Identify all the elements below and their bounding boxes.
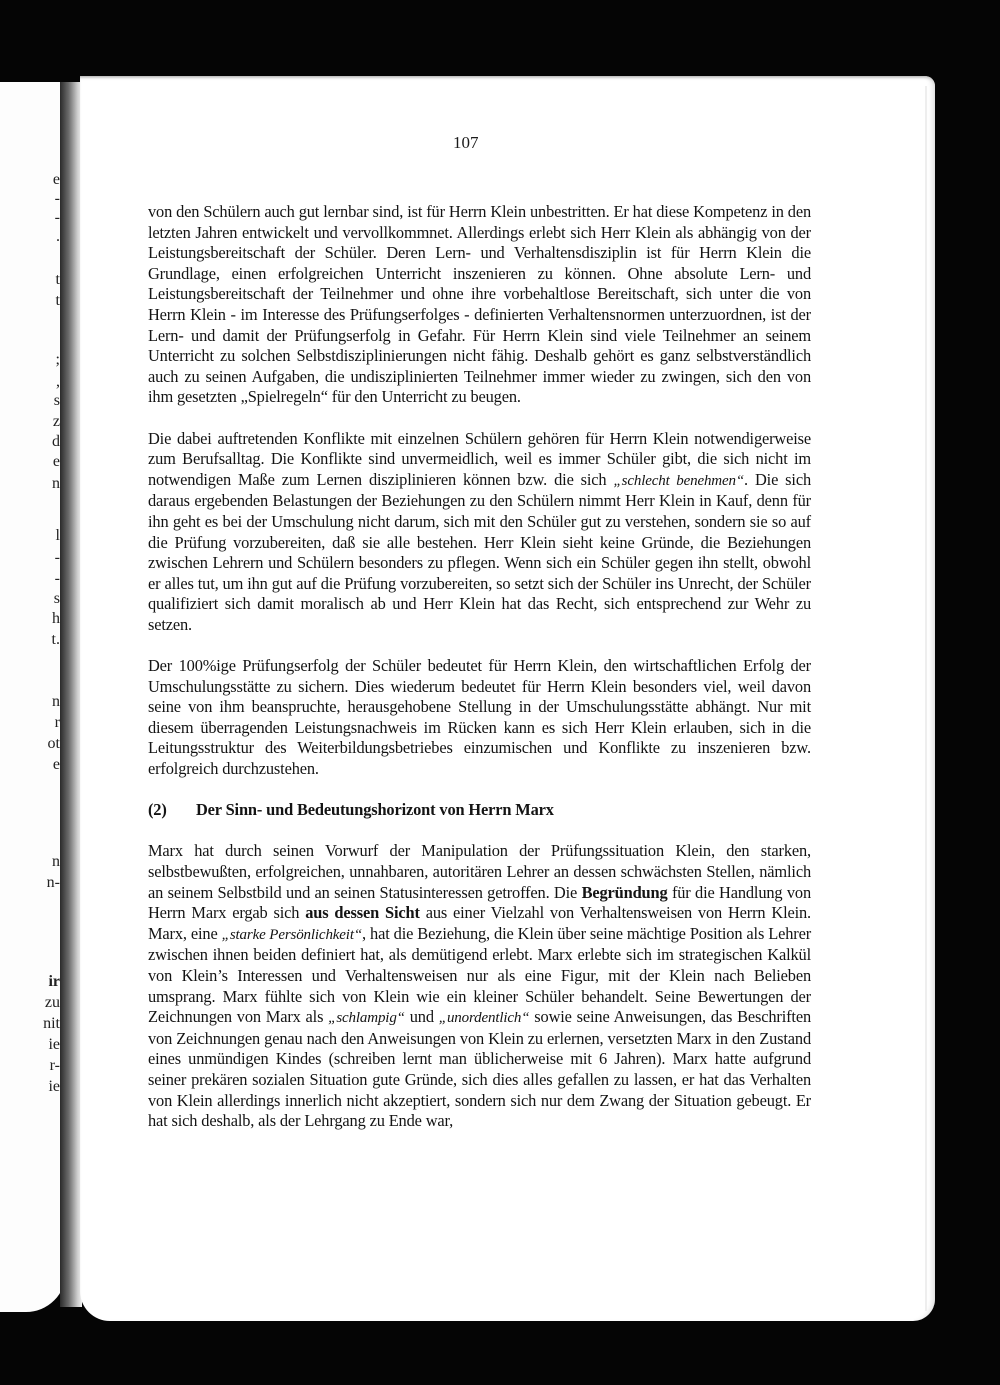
bold-term: Begründung [581, 882, 668, 902]
text-run: und [404, 1007, 439, 1027]
left-page-text-fragment: ; [55, 351, 60, 368]
emphasis-quote: „starke Persönlichkeit“ [221, 926, 363, 943]
text-run: . Die sich daraus ergebenden Belastungen der Beziehungen zu den Schülern nimmt Herr Klein in Kauf, denn für ihn geht es bei der Umschulung nicht darum, sich mit den Schüler gut zu verstehen, sondern sie so auf die Prüfung vorzubereiten, daß sie alle bestehen. Herr Klein sieht keine Gründe, die Beziehungen zwischen Lehrern und Schülern besonders zu pflegen. Wenn sich ein Schüler gegen ihn stellt, obwohl er alles tut, um ihn gut auf die Prüfung vorzubereiten, so setzt sich der Schüler ins Unrecht, der Schüler qualifiziert sich damit moralisch ab und Herr Klein hat das Recht, sich entsprechend zur Wehr zu setzen. [148, 469, 811, 634]
left-page-text-fragment: n [52, 693, 60, 710]
left-page-text-fragment: e [52, 453, 60, 470]
left-page-text-fragment: , [56, 373, 60, 390]
paragraph-1 [148, 202, 811, 408]
left-page-text-fragment: ot [47, 735, 60, 752]
left-facing-page [0, 82, 66, 1312]
page-body [148, 202, 811, 1152]
left-page-text-fragment: ir [48, 973, 60, 990]
left-page-text-fragment: d [52, 433, 60, 450]
left-page-text-fragment: . [56, 228, 60, 245]
left-page-text-fragment: n [52, 853, 60, 870]
left-page-text-fragment: zu [44, 994, 60, 1011]
paragraph-3 [148, 656, 811, 780]
left-page-text-fragment: - [54, 209, 60, 226]
left-page-text-fragment: - [54, 549, 60, 566]
emphasis-quote: „schlampig“ [328, 1010, 405, 1027]
left-page-text-fragment: s [53, 590, 60, 607]
text-run: Marx hat durch seinen Vorwurf der Manipulation der Prüfungssituation Klein, den starken, selbstbewußten, erfolgreichen, unnahbaren, autoritären Lehrer an dessen schwächsten Stellen, nämlich an seinem Selbstbild und an seinen Statusinteressen getroffen. Die [148, 841, 811, 902]
emphasis-quote: „schlecht benehmen“ [613, 472, 745, 489]
left-page-text-fragment: s [53, 392, 60, 409]
left-page-text-fragment: ie [48, 1078, 60, 1095]
emphasis-quote: „unordentlich“ [438, 1010, 530, 1027]
left-page-text-fragment: - [54, 570, 60, 587]
left-page-text-fragment: t [55, 271, 60, 288]
text-run: aus einer Vielzahl von Verhaltensweisen von Herrn Klein. Marx, eine [148, 903, 811, 943]
text-run: von den Schülern auch gut lernbar sind, ist für Herrn Klein unbestritten. Er hat diese Kompetenz in den letzten Jahren entwickelt und vervollkommnet. Allerdings erlebt sich Herr Klein als abhängig von der Leistungsbereitschaft der Schüler. Deren Lern- und Verhaltensdisziplin ist für Herrn Klein die Grundlage, einen erfolgreichen Unterricht inszenieren zu können. Ohne absolute Lern- und Leistungsbereitschaft der Teilnehmer und ohne ihre vorbehaltlose Bereitschaft, sich unter die von Herrn Klein - im Interesse des Prüfungserfolges - definierten Verhaltensnormen unterzuordnen, ist der Lern- und damit der Prüfungserfolg in Gefahr. Für Herrn Klein sind viele Teilnehmer an seinem Unterricht zu solchen Selbstdisziplinierungen nicht fähig. Deshalb gehört es ganz selbstverständlich auch zu seinen Aufgaben, die undisziplinierten Teilnehmer immer wieder zu zwingen, sich den von ihm gesetzten „Spielregeln“ für den Unterricht zu beugen. [148, 202, 811, 407]
left-page-text-fragment: nit [43, 1015, 60, 1032]
left-page-text-fragment: h [52, 610, 60, 627]
left-page-text-fragment: z [52, 413, 60, 430]
page-number: 107 [453, 133, 479, 152]
book-page [80, 76, 935, 1321]
left-page-text-fragment: e [52, 171, 60, 188]
left-page-text-fragment: t. [51, 631, 60, 648]
text-run: , hat die Beziehung, die Klein über seine mächtige Position als Lehrer zwischen ihnen beiden definiert hat, als demütigend erlebt. Marx erlebte sich im strategischen Kalkül von Klein’s Interessen und Verhaltensweisen nur als eine Figur, mit der Klein nach Belieben umsprang. Marx fühlte sich von Klein wie ein kleiner Schüler behandelt. Seine Bewertungen der Zeichnungen von Marx als [148, 923, 811, 1027]
paragraph-2 [148, 429, 811, 636]
text-run: Der 100%ige Prüfungserfolg der Schüler bedeutet für Herrn Klein, den wirtschaftlichen Erfolg der Umschulungsstätte zu sichern. Dies wiederum bedeutet für Herrn Klein besonders viel, weil davon seine von ihm beanspruchte, herausgehobene Stellung in der Umschulungsstätte abhängt. Nur mit diesem überragenden Leistungsnachweis im Rücken kann es sich Herr Klein erlauben, sich in die Leitungsstruktur des Weiterbildungsbetriebes einzumischen und Konflikte zu inszenieren bzw. erfolgreich durchzustehen. [148, 656, 811, 779]
book-gutter-shadow [60, 82, 82, 1307]
text-run: Die dabei auftretenden Konflikte mit einzelnen Schülern gehören für Herrn Klein notwendigerweise zum Berufsalltag. Die Konflikte sind unvermeidlich, weil es immer Schüler gibt, die sich nicht im notwendigen Maße zum Lernen disziplinieren können bzw. die sich [148, 428, 811, 489]
left-page-text-fragment: ie [48, 1036, 60, 1053]
text-run: sowie seine Anweisungen, das Beschriften von Zeichnungen genau nach den Anweisungen von Klein zu erlernen, versetzten Marx in den Zustand eines unmündigen Kindes (schreiben lernt man üblicherweise mit 6 Jahren). Marx hatte aufgrund seiner prekären sozialen Situation gute Gründe, sich dies alles gefallen zu lassen, er hat das Verhalten von Klein allerdings innerlich nicht akzeptiert, sondern sich nur dem Zwang der Situation gebeugt. Er hat sich deshalb, als der Lehrgang zu Ende war, [148, 1007, 811, 1131]
section-number: (2) [148, 800, 167, 820]
section-heading [148, 800, 811, 821]
left-page-text-fragment: n- [46, 874, 60, 891]
left-page-text-fragment: r- [49, 1057, 60, 1074]
left-page-text-fragment: e [52, 756, 60, 773]
left-page-text-fragment: r [54, 714, 60, 731]
text-run: für die Handlung von Herrn Marx ergab sich [148, 882, 812, 923]
left-page-text-fragment: t [55, 292, 60, 309]
left-page-text-fragment: - [54, 190, 60, 207]
paragraph-4 [148, 841, 811, 1131]
left-page-text-fragment: n [52, 475, 60, 492]
bold-term: aus dessen Sicht [305, 903, 420, 923]
left-page-text-fragment: l [55, 527, 60, 544]
section-title: Der Sinn- und Bedeutungshorizont von Herrn Marx [196, 800, 554, 820]
page-edge [925, 86, 927, 1311]
